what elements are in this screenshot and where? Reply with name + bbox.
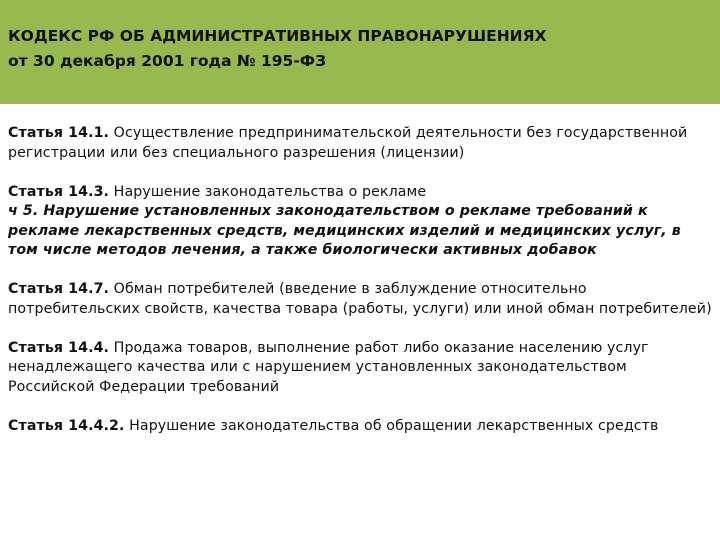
articles-list <box>8 124 712 456</box>
article-text: Нарушение законодательства о рекламе <box>113 183 427 200</box>
article-text: Осуществление предпринимательской деятельности без государственной регистрации или без специального разрешения (лицензии) <box>8 125 688 161</box>
article-number: Статья 14.3. <box>8 183 110 200</box>
article-14-4-2 <box>8 417 712 437</box>
page-title: КОДЕКС РФ ОБ АДМИНИСТРАТИВНЫХ ПРАВОНАРУШЕНИЯХ <box>8 27 547 45</box>
article-14-3 <box>8 183 712 261</box>
article-14-7 <box>8 280 712 319</box>
title-banner <box>0 0 720 104</box>
article-text: Обман потребителей (введение в заблуждение относительно потребительских свойств, качества товара (работы, услуги) или иной обман потребителей) <box>8 281 712 317</box>
article-part: ч 5. Нарушение установленных законодательством о рекламе требований к рекламе лекарственных средств, медицинских изделий и медицинских услуг, в том числе методов лечения, а также биологически активных добавок <box>8 203 681 258</box>
article-number: Статья 14.1. <box>8 125 110 141</box>
article-number: Статья 14.4.2. <box>8 417 125 434</box>
article-14-1 <box>8 124 712 163</box>
article-text: Нарушение законодательства об обращении лекарственных средств <box>129 417 659 434</box>
article-text: Продажа товаров, выполнение работ либо оказание населению услуг ненадлежащего качества или с нарушением установленных законодательством Российской Федерации требований <box>8 339 649 395</box>
article-number: Статья 14.7. <box>8 281 110 297</box>
article-14-4 <box>8 339 712 398</box>
page-subtitle: от 30 декабря 2001 года № 195-ФЗ <box>8 52 327 70</box>
article-number: Статья 14.4. <box>8 339 110 356</box>
